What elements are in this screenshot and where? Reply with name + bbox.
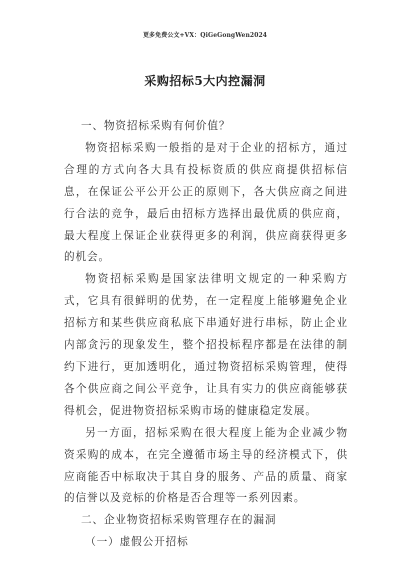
document-title: 采购招标5大内控漏洞 (144, 74, 266, 88)
document-body (64, 116, 348, 554)
subsection-heading: （一）虚假公开招标 (85, 536, 189, 549)
body-paragraph: 物资招标采购是国家法律明文规定的一种采购方式，它具有很鲜明的优势，在一定程度上能够避免企业招标方和某些供应商私底下串通好进行串标，防止企业内部贪污的现象发生，整个招投标程序都是在法律的制约下进行，更加透明化，通过物资招标采购管理，使得各个供应商之间公平竞争，让具有实力的供应商能够获得机会，促进物资招标采购市场的健康稳定发展。 (64, 273, 348, 417)
section-heading: 二、企业物资招标采购管理存在的漏洞 (80, 514, 277, 527)
body-paragraph: 物资招标采购一般指的是对于企业的招标方，通过合理的方式向各大具有投标资质的供应商提供招标信息，在保证公平公开公正的原则下，各大供应商之间进行合法的竞争，最后由招标方选择出最优质的供应商，最大程度上保证企业获得更多的利润，供应商获得更多的机会。 (64, 141, 348, 264)
section-heading: 一、物资招标采购有何价值？ (80, 120, 231, 132)
body-paragraph: 另一方面，招标采购在很大程度上能为企业减少物资采购的成本，在完全遵循市场主导的经济模式下，供应商能否中标取决于其自身的服务、产品的质量、商家的信誉以及竞标的价格是否合理等一系列因素。 (64, 426, 348, 505)
header-note: 更多免费公文+VX：QiGeGongWen2024 (142, 32, 268, 39)
